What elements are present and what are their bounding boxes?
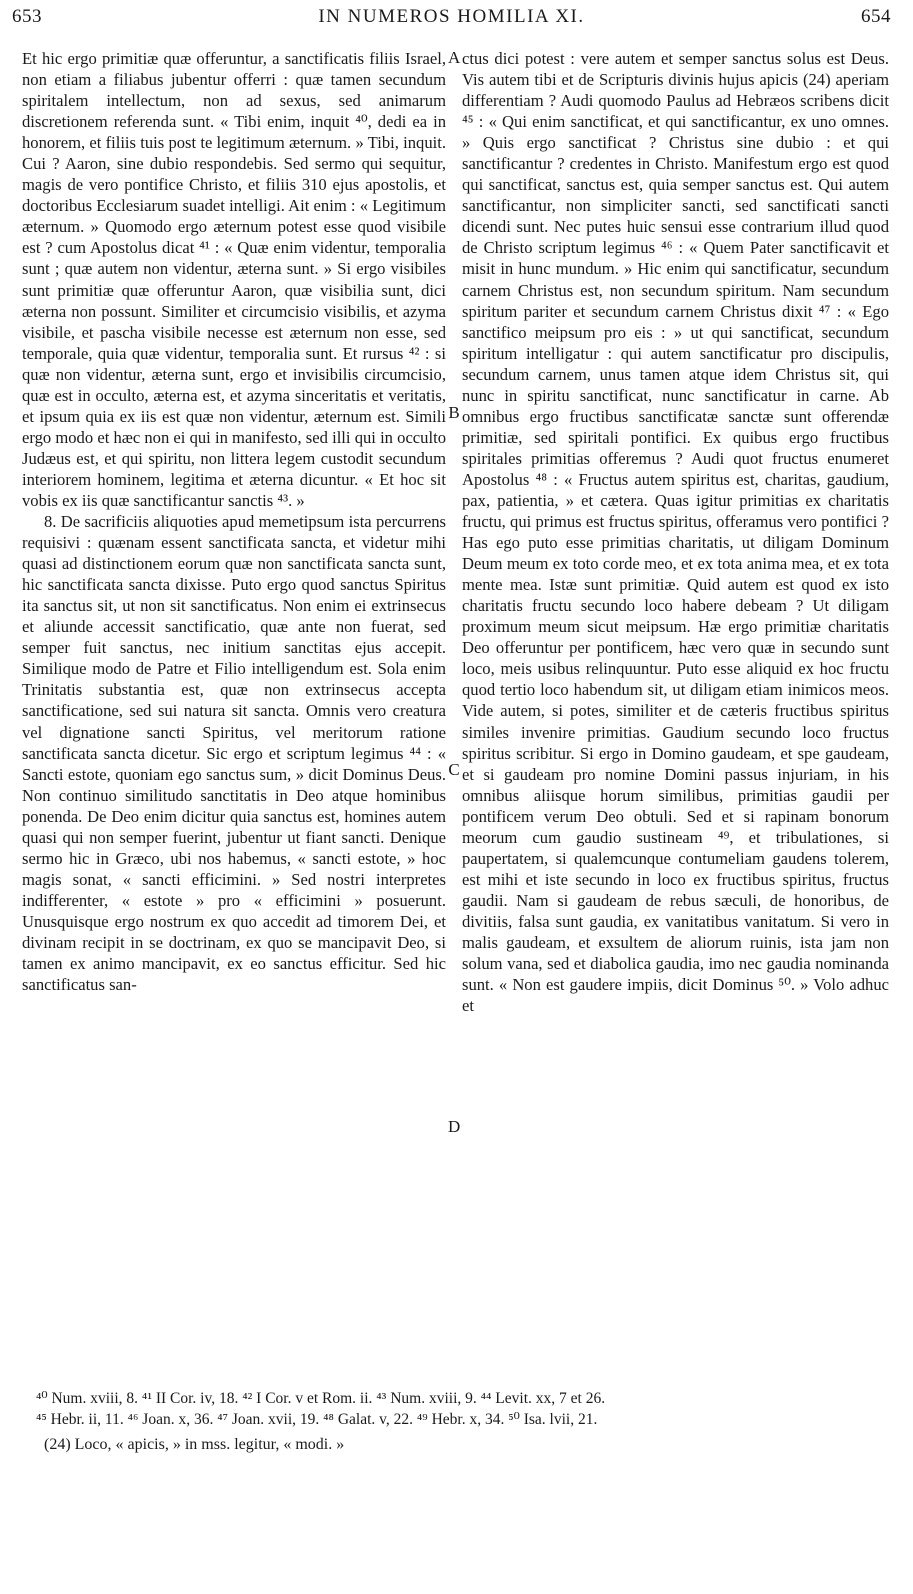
footnotes (36, 1388, 895, 1430)
margin-letter-d: D (448, 1117, 461, 1136)
margin-letter-b: B (448, 403, 460, 422)
left-column (22, 48, 446, 995)
footnote-line: ⁴⁰ Num. xviii, 8. ⁴¹ II Cor. iv, 18. ⁴² I Cor. v et Rom. ii. ⁴³ Num. xviii, 9. ⁴⁴ Levit. xx, 7 et 26. (36, 1390, 606, 1407)
margin-letter-c: C (448, 760, 460, 779)
variant-note: (24) Loco, « apicis, » in mss. legitur, « modi. » (44, 1436, 345, 1453)
paragraph: ctus dici potest : vere autem et semper sanctus solus est Deus. Vis autem tibi et de Scripturis divinis hujus apicis (24) aperiam differentiam ? Audi quomodo Paulus ad Hebræos scribens dicit ⁴⁵ : « Qui enim sanctificat, et qui sanctificantur, ex uno omnes. » Quis ergo sanctificat ? Christus sine dubio : et qui sanctificantur ? credentes in Christo. Manifestum ergo est quod qui sanctificat, sanctus est, quia semper sanctus est. Qui autem sanctificantur, non simpliciter sancti, sed sanctificati sancti dicendi sunt. Nec putes huic sensui esse contrarium illud quod de Christo scriptum legimus ⁴⁶ : « Quem Pater sanctificavit et misit in hunc mundum. » Hic enim qui sanctificatur, secundum carnem Christus est, non secundum spiritum. Nam secundum spiritum pariter et secundum carnem Christus dixit ⁴⁷ : « Ego sanctifico meipsum pro eis : » ut qui sanctificat, secundum spiritum intelligatur : qui autem sanctificatur pro discipulis, secundum carnem, unus tamen atque idem Christus sit, qui nunc in spiritu sanctificat, nunc sanctificatur in carne. Ab omnibus ergo fructibus sanctificatæ sanctæ sunt offerendæ primitiæ, sed spiritali pontifici. Ex quibus ergo fructibus spiritales primitias offeremus ? Audi quot fructus enumeret Apostolus ⁴⁸ : « Fructus autem spiritus est, charitas, gaudium, pax, patientia, » et cætera. Quas igitur primitias ex charitatis fructu, qui primus est fructus spiritus, offeramus vero pontifici ? Has ego puto esse primitias charitatis, ut diligam Dominum Deum meum ex toto corde meo, et ex tota anima mea, et ex tota mente mea. Istæ sunt primitiæ. Quid autem est quod ex isto charitatis fructu secundo loco habere debeam ? Ut diligam proximum meum sicut meipsum. Hæ ergo primitiæ charitatis Deo offeruntur per pontificem, hæc vero quæ in secundo sunt loco, meis usibus relinquuntur. Puto esse aliquid ex hoc fructu quod tertio loco habendum sit, ut diligam etiam inimicos meos. Vide autem, si potes, similiter et de cæteris fructibus spiritus similes invenire primitias. Gaudium secundo loco fructus spiritus scribitur. Si ergo in Domino gaudeam, et spe gaudeam, et si gaudeam pro nomine Domini passus injuriam, in his omnibus aliisque horum similibus, primitias gaudii per pontificem verum Deo obtuli. Sed et si rapinam bonorum meorum cum gaudio sustineam ⁴⁹, et tribulationes, si paupertatem, si qualemcunque contumeliam gaudens tolerem, est mihi et iste secundo in loco ex fructibus spiritus, fructus gaudii. Nam si gaudeam de rebus sæculi, de honoribus, de divitiis, falsa sunt gaudia, ex vanitatibus vanitatum. Si vero in malis gaudeam, et exsultem de aliorum ruinis, ista jam non solum vana, sed et diabolica gaudia, imo nec gaudia nominanda sunt. « Non est gaudere impiis, dicit Dominus ⁵⁰. » Volo adhuc et (462, 49, 889, 1016)
page-number-left: 653 (12, 6, 42, 27)
paragraph: 8. De sacrificiis aliquoties apud memetipsum ista percurrens requisivi : quænam essent sanctificata sancta, et videtur mihi quasi ad distinctionem eorum quæ non sanctificata sancta sunt, hic sanctificata sancta dixisse. Puto ergo quod sanctus Spiritus ita sanctus sit, ut non sit sanctificatus. Non enim ei extrinsecus et aliunde accessit sanctificatio, quæ ante non fuerat, sed semper fuit sanctus, nec initium sanctitas ejus accepit. Similique modo de Patre et Filio intelligendum est. Sola enim Trinitatis substantia est, quæ non extrinsecus accepta sanctificatione, sed sui natura sit sancta. Omnis vero creatura vel dignatione sancti Spiritus, vel meritorum ratione sanctificata sancta dicetur. Sic ergo et scriptum legimus ⁴⁴ : « Sancti estote, quoniam ego sanctus sum, » dicit Dominus Deus. Non continuo similitudo sanctitatis in Deo atque hominibus ponenda. De Deo enim dicitur quia sanctus est, homines autem quasi qui non semper fuerint, jubentur ut fiant sancti. Denique sermo hic in Græco, ubi nos habemus, « sancti estote, » hoc magis sonat, « sancti efficimini. » Sed nostri interpretes indifferenter, « estote » pro « efficimini » posuerunt. Unusquisque ergo nostrum ex quo accedit ad timorem Dei, et divinam recipit in se doctrinam, ex quo se mancipavit Deo, si tamen ex animo mancipavit, ex eo sanctus efficitur. Sed hic sanctificatus san- (22, 512, 446, 995)
margin-letter-a: A (448, 48, 461, 67)
paragraph: Et hic ergo primitiæ quæ offeruntur, a sanctificatis filiis Israel, non etiam a filiabus jubentur offerri : quæ tamen secundum spiritalem intellectum, non ad sexus, sed animarum discretionem referenda sunt. « Tibi enim, inquit ⁴⁰, dedi ea in honorem, et filiis tuis post te legitimum æternum. » Tibi, inquit. Cui ? Aaron, sine dubio respondebis. Sed sermo qui sequitur, magis de vero pontifice Christo, et filiis 310 ejus apostolis, et doctoribus Ecclesiarum suadet intelligi. Ait enim : « Legitimum æternum. » Quomodo ergo æternum potest esse quod visibile est ? cum Apostolus dicat ⁴¹ : « Quæ enim videntur, temporalia sunt ; quæ autem non videntur, æterna sunt. » Si ergo visibiles sunt primitiæ quæ offeruntur Aaron, quæ visibilia sunt, dici æterna non possunt. Similiter et circumcisio visibilis, et azyma visibile, et pascha visibile necesse est æternum non esse, sed temporale, quia quæ videntur, temporalia sunt. Et rursus ⁴² : si quæ non videntur, æterna sunt, ergo et invisibilis circumcisio, quæ est in occulto, æterna est, et azyma sinceritatis et veritatis, et ipsum quia ex iis est quæ non videntur, æternum est. Simili ergo modo et hæc non ei qui in manifesto, sed illi qui in occulto Judæus est, et qui spiritu, non littera legem custodit secundum interiorem hominem, legitima et æterna dicuntur. « Et hoc sit vobis ex iis quæ sanctificantur sanctis ⁴³. » (22, 49, 446, 510)
running-title: IN NUMEROS HOMILIA XI. (318, 6, 585, 27)
running-header (12, 6, 891, 32)
page-number-right: 654 (861, 6, 891, 27)
right-column (462, 48, 889, 1016)
footnote-line: ⁴⁵ Hebr. ii, 11. ⁴⁶ Joan. x, 36. ⁴⁷ Joan. xvii, 19. ⁴⁸ Galat. v, 22. ⁴⁹ Hebr. x, 34. ⁵⁰ Isa. lvii, 21. (36, 1411, 598, 1428)
